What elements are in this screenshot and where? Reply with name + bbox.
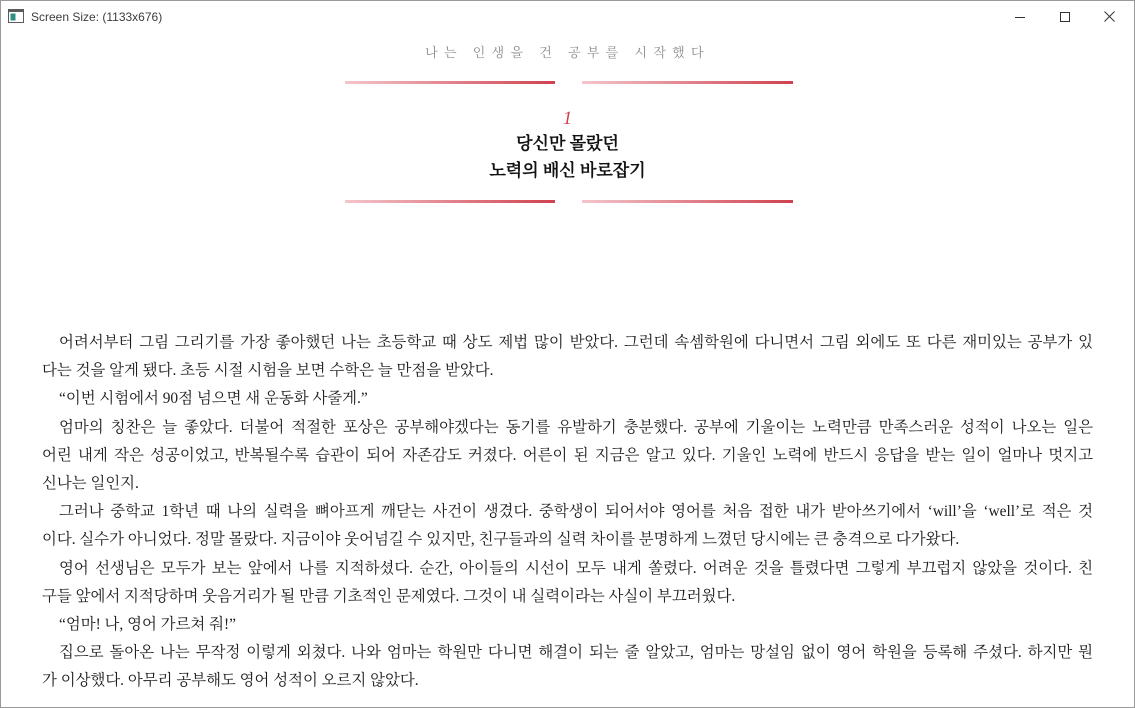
- paragraph-line: 엄마의 칭찬은 늘 좋았다. 더불어 적절한 포상은 공부해야겠다는 동기를 유발하기 충분했다. 공부에 기울이는 노력만큼 만족스러운 성적이 나오는 일은: [59, 418, 1093, 436]
- paragraph-line: 어려서부터 그림 그리기를 가장 좋아했던 나는 초등학교 때 상도 제법 많이 받았다. 그런데 속셈학원에 다니면서 그림 외에도 또 다른 재미있는 공부가 있: [59, 334, 1093, 351]
- close-icon: [1104, 11, 1115, 22]
- paragraph: [42, 329, 1093, 385]
- paragraph-line: 구들 앞에서 지적당하며 웃음거리가 될 만큼 기초적인 문제였다. 그것이 내 실력이라는 사실이 부끄러웠다.: [42, 587, 736, 605]
- paragraph-line: 가 이상했다. 아무리 공부해도 영어 성적이 오르지 않았다.: [42, 672, 419, 690]
- paragraph-line: 영어 선생님은 모두가 보는 앞에서 나를 지적하셨다. 순간, 아이들의 시선이 모두 내게 쏠렸다. 어려운 것을 틀렸다면 그렇게 부끄럽지 않았을 것이다. 친: [59, 559, 1093, 577]
- paragraph: [42, 611, 1093, 639]
- running-head: 나는 인생을 건 공부를 시작했다: [425, 45, 710, 60]
- paragraph-line: 어린 내게 작은 성공이었고, 반복될수록 습관이 되어 자존감도 커졌다. 어른이 된 지금은 알고 있다. 기울인 노력에 반드시 응답을 받는 일이 얼마나 멋지고: [42, 446, 1093, 464]
- paragraph-line: 다는 것을 알게 됐다. 초등 시절 시험을 보면 수학은 늘 만점을 받았다.: [42, 362, 494, 380]
- title-bar[interactable]: [1, 1, 1134, 32]
- maximize-button[interactable]: [1042, 1, 1087, 32]
- paragraph-line: 이다. 실수가 아니었다. 정말 몰랐다. 지금이야 웃어넘길 수 있지만, 친구들과의 실력 차이를 분명하게 느꼈던 당시에는 큰 충격으로 다가왔다.: [42, 531, 960, 549]
- paragraph: [42, 385, 1093, 413]
- chapter-title-line: 노력의 배신 바로잡기: [489, 161, 646, 180]
- chapter-title: [1, 130, 1134, 184]
- divider-rule: [345, 200, 555, 203]
- paragraph-line: 집으로 돌아온 나는 무작정 이렇게 외쳤다. 나와 엄마는 학원만 다니면 해결이 되는 줄 알았고, 엄마는 망설임 없이 영어 학원을 등록해 주셨다. 하지만 뭔: [59, 644, 1093, 662]
- window-title: Screen Size: (1133x676): [31, 10, 163, 24]
- paragraph-line: 그러나 중학교 1학년 때 나의 실력을 뼈아프게 깨닫는 사건이 생겼다. 중학생이 되어서야 영어를 처음 접한 내가 받아쓰기에서 ‘will’을 ‘well’로 적은 것: [59, 503, 1093, 521]
- divider-rule: [582, 200, 793, 203]
- paragraph: [42, 555, 1093, 611]
- paragraph-line: “이번 시험에서 90점 넘으면 새 운동화 사줄게.”: [59, 390, 368, 408]
- minimize-button[interactable]: [997, 1, 1042, 32]
- maximize-icon: [1060, 12, 1070, 22]
- body-text: [42, 329, 1093, 695]
- paragraph: [42, 639, 1093, 695]
- app-window-icon: [8, 9, 24, 23]
- paragraph-line: “엄마! 나, 영어 가르쳐 줘!”: [59, 615, 236, 633]
- chapter-title-line: 당신만 몰랐던: [516, 134, 619, 153]
- chapter-number: 1: [562, 108, 573, 129]
- close-button[interactable]: [1087, 1, 1132, 32]
- minimize-icon: [1015, 12, 1025, 22]
- paragraph: [42, 498, 1093, 554]
- document-viewport[interactable]: [1, 32, 1134, 707]
- paragraph-line: 신나는 일인지.: [42, 474, 139, 492]
- divider-rule: [345, 81, 555, 84]
- paragraph: [42, 414, 1093, 499]
- divider-rule: [582, 81, 793, 84]
